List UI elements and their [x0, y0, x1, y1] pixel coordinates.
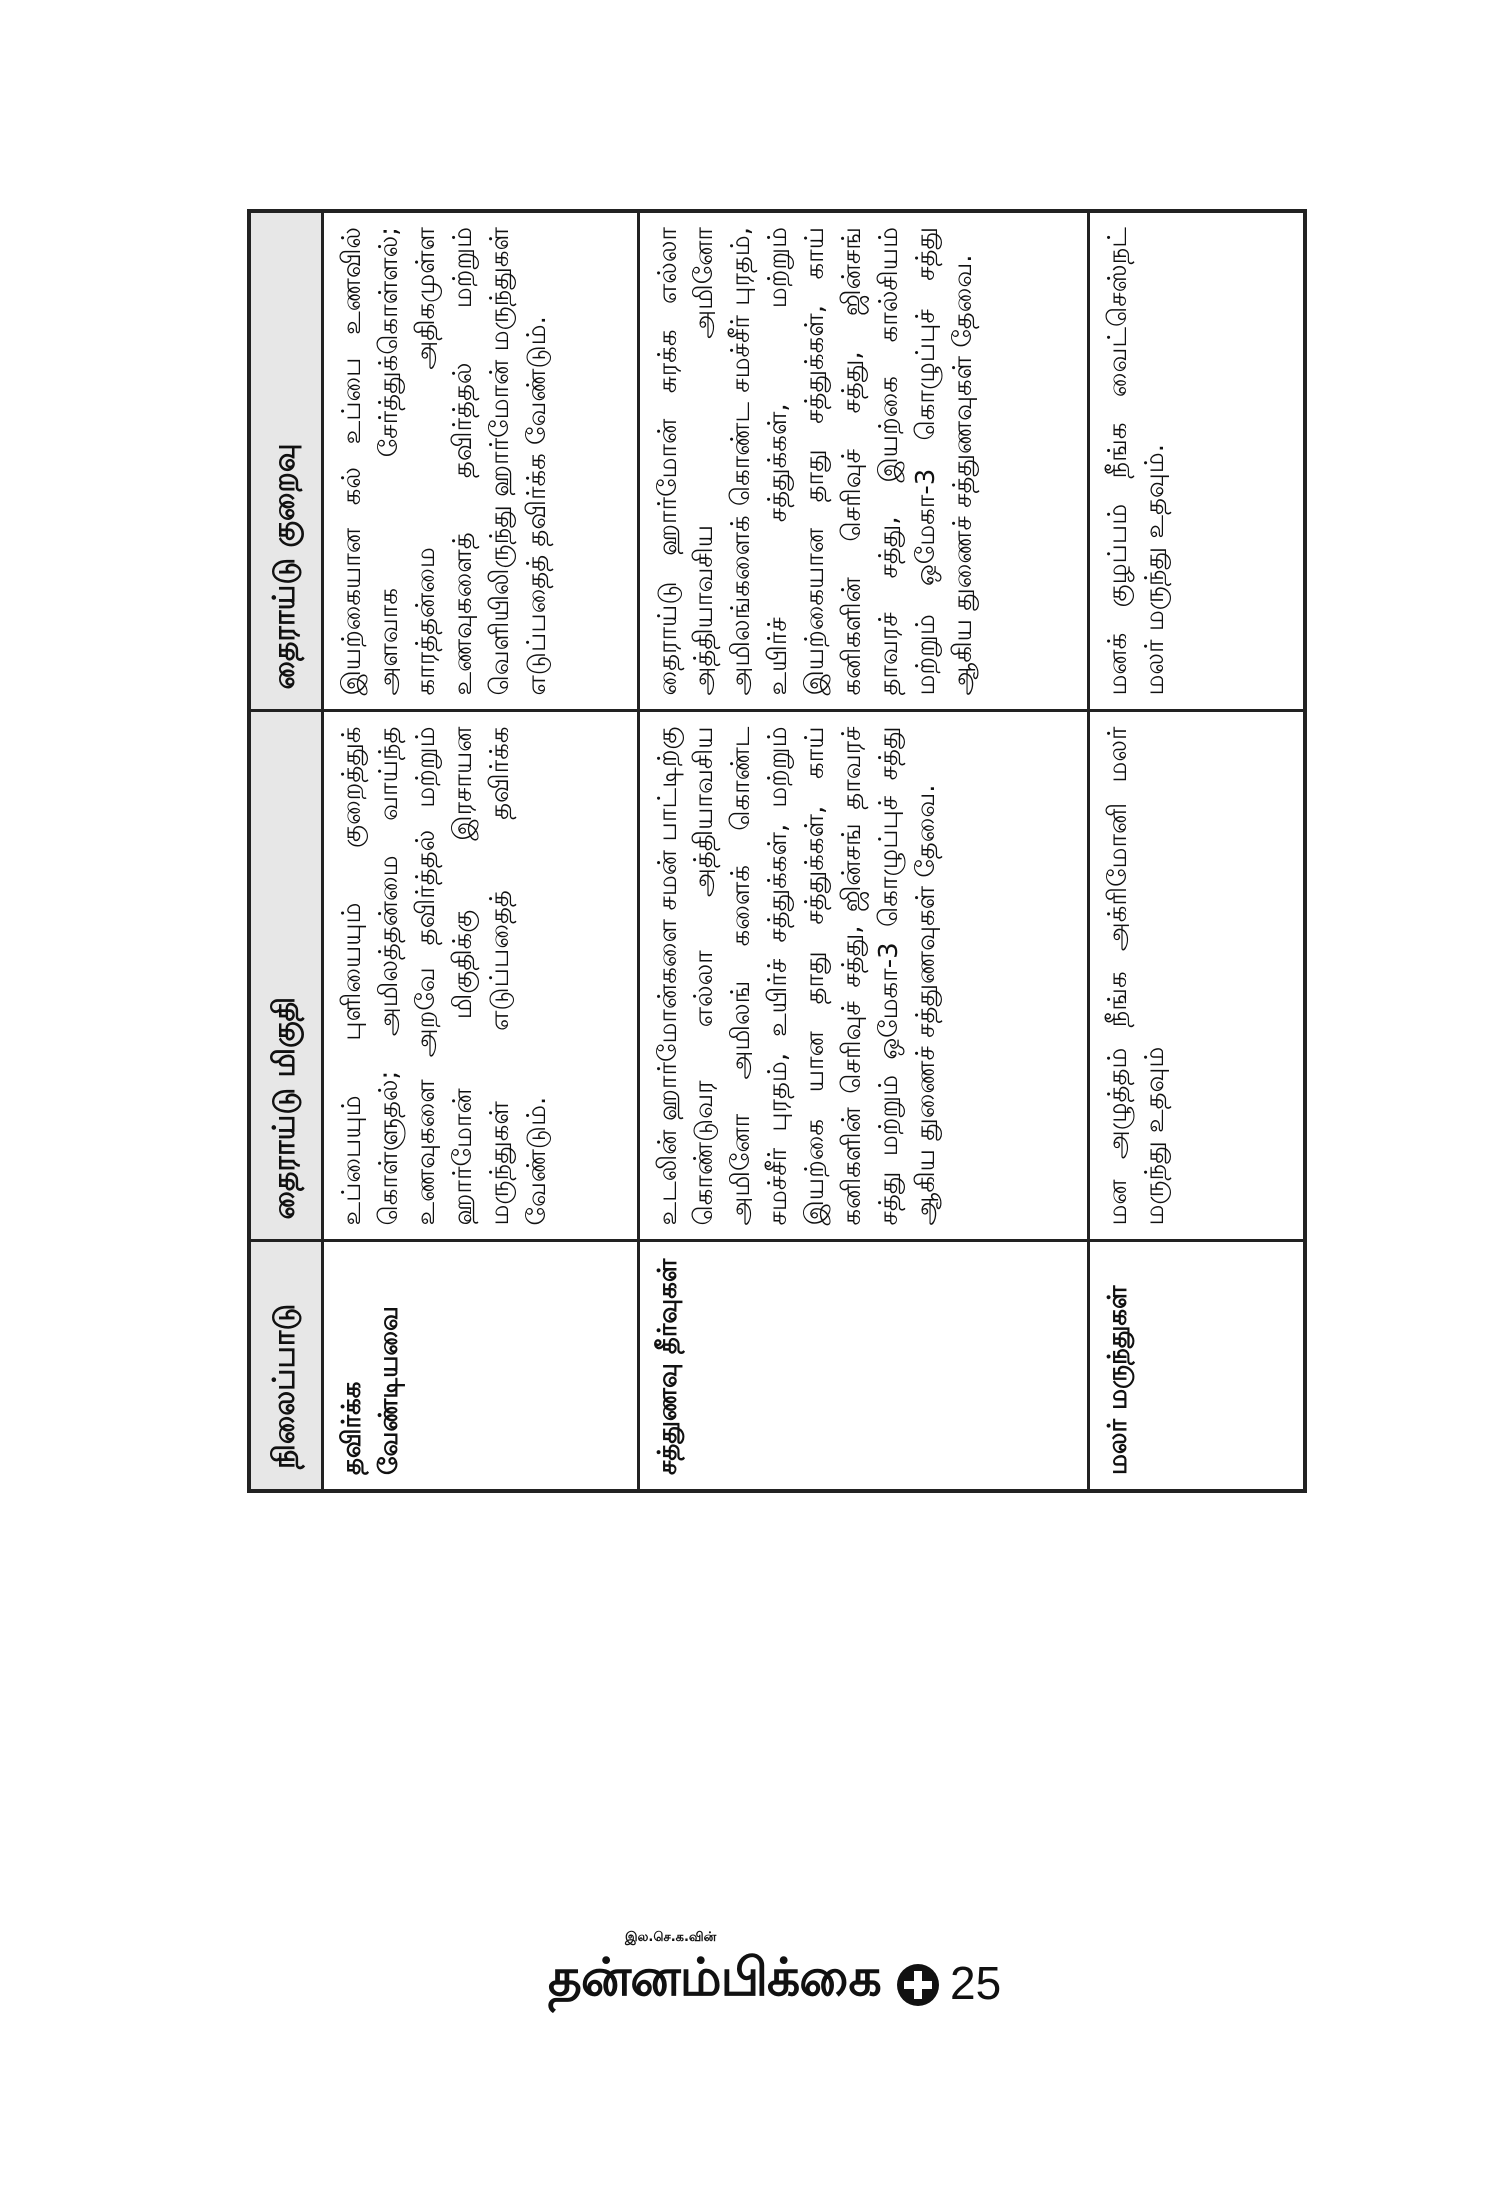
plus-circle-icon	[895, 1962, 941, 2008]
row-label-avoid: தவிர்க்க வேண்டியவை	[323, 1241, 639, 1491]
table-header-row	[249, 211, 323, 1491]
cell-deficiency-nutrition: தைராய்டு ஹார்மோன் சுரக்க எல்லா அத்தியாவசிய அமினோ அமிலங்களைக் கொண்ட சமச்சீர் புரதம், உயிர்ச் சத்துக்கள், மற்றும் இயற்கையான தாது சத்துக்கள், காய் கனிகளின் செரிவுச் சத்து, ஜின்சங் தாவரச் சத்து, இயற்கை கால்சியம் மற்றும் ஒமேகா-3 கொழுப்புச் சத்து ஆகிய துணைச் சத்துணவுகள் தேவை.	[638, 211, 1089, 711]
magazine-caption: இல.செ.க.வின்	[625, 1930, 717, 1945]
table-row	[638, 211, 1089, 1491]
table-row	[1089, 211, 1305, 1491]
thyroid-table	[247, 209, 1307, 1493]
page-footer	[0, 1930, 1512, 2080]
row-label-flower-remedies: மலர் மருந்துகள்	[1089, 1241, 1305, 1491]
cell-deficiency-avoid: இயற்கையான கல் உப்பை உணவில் அளவாக சேர்த்துக்கொள்ளல்; காரத்தன்மை அதிகமுள்ள உணவுகளைத் தவிர்த்தல் மற்றும் வெளியிலிருந்து ஹார்மோன் மருந்துகள் எடுப்பதைத் தவிர்க்க வேண்டும்.	[323, 211, 639, 711]
magazine-brand: தன்னம்பிக்கை	[548, 1948, 881, 2008]
page-number: 25	[950, 1957, 1002, 2009]
cell-excess-flower: மன அழுத்தம் நீங்க அக்ரிமோனி மலர் மருந்து உதவும்	[1089, 711, 1305, 1241]
cell-excess-nutrition: உடலின் ஹார்மோன்களை சமன் பாட்டிற்கு கொண்டுவர எல்லா அத்தியாவசிய அமினோ அமிலங் களைக் கொண்ட சமச்சீர் புரதம், உயிர்ச் சத்துக்கள், மற்றும் இயற்கை யான தாது சத்துக்கள், காய் கனிகளின் செரிவுச் சத்து, ஜின்சங் தாவரச் சத்து மற்றும் ஒமேகா-3 கொழுப்புச் சத்து ஆகிய துணைச் சத்துணவுகள் தேவை.	[638, 711, 1089, 1241]
header-thyroid-deficiency: தைராய்டு குறைவு	[249, 211, 323, 711]
table-row	[323, 211, 639, 1491]
header-thyroid-excess: தைராய்டு மிகுதி	[249, 711, 323, 1241]
header-status: நிலைப்பாடு	[249, 1241, 323, 1491]
row-label-nutrition: சத்துணவு தீர்வுகள்	[638, 1241, 1089, 1491]
cell-excess-avoid: உப்பையும் புளியையும் குறைத்துக் கொள்ளுதல்; அமிலத்தன்மை வாய்ந்த உணவுகளை அறவே தவிர்த்தல் மற்றும் ஹார்மோன் மிகுதிக்கு இரசாயன மருந்துகள் எடுப்பதைத் தவிர்க்க வேண்டும்.	[323, 711, 639, 1241]
rotated-table-container	[247, 213, 1307, 1493]
cell-deficiency-flower: மனக் குழப்பம் நீங்க வைட்செஸ்நட் மலர் மருந்து உதவும்.	[1089, 211, 1305, 711]
